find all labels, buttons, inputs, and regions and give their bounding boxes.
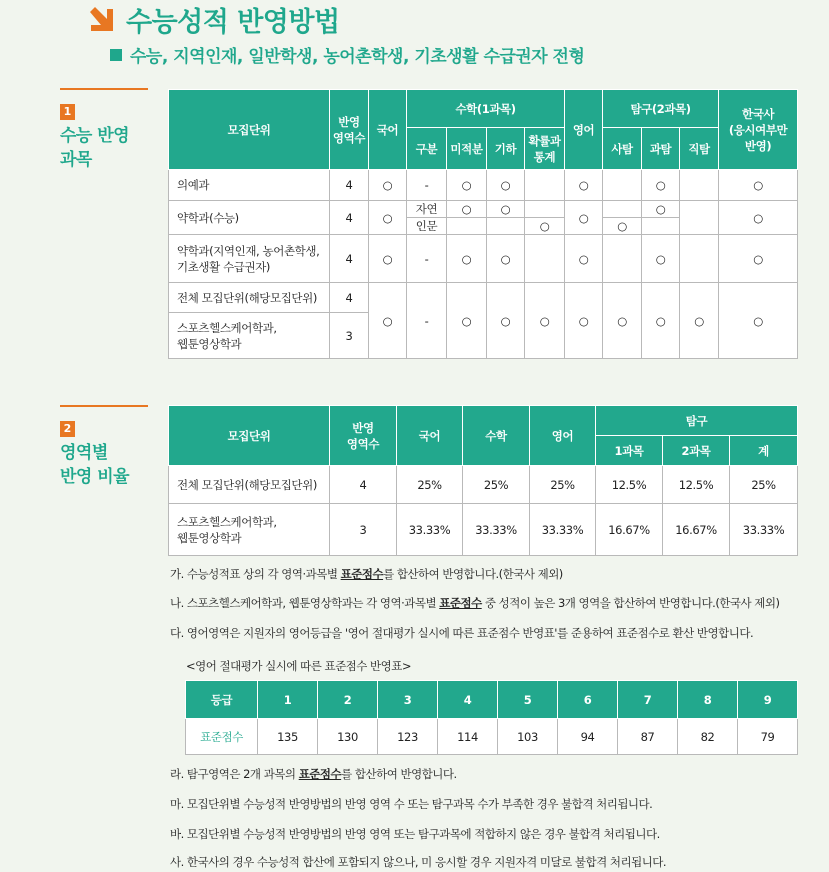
table-row: 약학과(지역인재, 농어촌학생, 기초생활 수급권자) 4 ○ - ○ ○ ○ ○ ○ — [169, 235, 798, 283]
arrow-down-right-icon — [88, 6, 114, 32]
row-name: 약학과(지역인재, 농어촌학생, 기초생활 수급권자) — [169, 235, 330, 283]
section1-label: 수능 반영 과목 — [60, 126, 130, 170]
th-korean: 국어 — [397, 406, 463, 466]
page-subtitle: 수능, 지역인재, 일반학생, 농어촌학생, 기초생활 수급권자 전형 — [130, 47, 585, 67]
th-math-gubun: 구분 — [407, 128, 447, 170]
row-name: 스포츠헬스케어학과, 웹툰영상학과 — [169, 313, 330, 359]
table-row: 스포츠헬스케어학과, 웹툰영상학과 3 33.33% 33.33% 33.33% 16.67% 16.67% 33.33% — [169, 504, 798, 556]
note-sa: 사. 한국사의 경우 수능성적 합산에 포함되지 않으나, 미 응시할 경우 지원자격 미달로 불합격 처리됩니다. — [170, 855, 667, 869]
th-inquiry: 탐구(2과목) — [603, 90, 719, 128]
score-row: 표준점수 135 130 123 114 103 94 87 82 79 — [186, 719, 798, 755]
section1-number: 1 — [60, 104, 75, 120]
th-history: 한국사 (응시여부만 반영) — [719, 90, 798, 170]
th-count: 반영 영역수 — [330, 406, 397, 466]
row-name: 의예과 — [169, 170, 330, 201]
note-ma: 마. 모집단위별 수능성적 반영방법의 반영 영역 수 또는 탐구과목 수가 부족한 경우 불합격 처리됩니다. — [170, 797, 653, 811]
english-score-table — [185, 680, 798, 755]
section1-rule — [60, 88, 148, 90]
th-korean: 국어 — [369, 90, 407, 170]
th-math: 수학(1과목) — [407, 90, 565, 128]
table-row: 스포츠헬스케어학과, 웹툰영상학과 3 — [169, 313, 798, 359]
th-inquiry: 탐구 — [596, 406, 798, 436]
th-math-calc: 미적분 — [447, 128, 487, 170]
page-title: 수능성적 반영방법 — [126, 6, 340, 38]
table-row: 의예과 4 ○ - ○ ○ ○ ○ ○ — [169, 170, 798, 201]
subtitle-row — [110, 42, 584, 67]
table-row: 전체 모집단위(해당모집단위) 4 25% 25% 25% 12.5% 12.5% 25% — [169, 466, 798, 504]
th-two: 2과목 — [663, 436, 730, 466]
th-grade: 등급 — [186, 681, 258, 719]
row-name: 전체 모집단위(해당모집단위) — [169, 466, 330, 504]
table-row: 전체 모집단위(해당모집단위) 4 ○ - ○ ○ ○ ○ ○ ○ ○ ○ — [169, 283, 798, 313]
row-name: 약학과(수능) — [169, 201, 330, 235]
note-na: 나. 스포츠헬스케어학과, 웹툰영상학과는 각 영역·과목별 표준점수 중 성적이 높은 3개 영역을 합산하여 반영합니다.(한국사 제외) — [170, 596, 780, 610]
score-label: 표준점수 — [186, 719, 258, 755]
th-social: 사탐 — [603, 128, 642, 170]
row-name: 전체 모집단위(해당모집단위) — [169, 283, 330, 313]
table-row: 약학과(수능) 4 ○ 자연 ○ ○ ○ ○ ○ — [169, 201, 798, 218]
table-row: 인문 ○ ○ — [169, 218, 798, 235]
note-da: 다. 영어영역은 지원자의 영어등급을 '영어 절대평가 실시에 따른 표준점수 반영표'를 준용하여 표준점수로 환산 반영합니다. — [170, 626, 754, 640]
section2-rule — [60, 405, 148, 407]
th-math: 수학 — [463, 406, 530, 466]
english-table-caption: <영어 절대평가 실시에 따른 표준점수 반영표> — [186, 659, 412, 673]
th-unit: 모집단위 — [169, 406, 330, 466]
note-ba: 바. 모집단위별 수능성적 반영방법의 반영 영역 또는 탐구과목에 적합하지 않은 경우 불합격 처리됩니다. — [170, 827, 660, 841]
subjects-table — [168, 89, 798, 359]
th-math-geo: 기하 — [487, 128, 525, 170]
note-ra: 라. 탐구영역은 2개 과목의 표준점수를 합산하여 반영합니다. — [170, 767, 457, 781]
ratio-table — [168, 405, 798, 556]
section2-label: 영역별 반영 비율 — [60, 443, 130, 487]
section2-number: 2 — [60, 421, 75, 437]
th-math-prob: 확률과 통계 — [525, 128, 565, 170]
th-english: 영어 — [530, 406, 596, 466]
th-science: 과탐 — [642, 128, 680, 170]
th-one: 1과목 — [596, 436, 663, 466]
note-ga: 가. 수능성적표 상의 각 영역·과목별 표준점수를 합산하여 반영합니다.(한국사 제외) — [170, 567, 563, 581]
grade-row: 등급 1 2 3 4 5 6 7 8 9 — [186, 681, 798, 719]
th-total: 계 — [730, 436, 798, 466]
section1-side — [60, 88, 148, 172]
th-english: 영어 — [565, 90, 603, 170]
page-title-row — [88, 2, 340, 36]
th-unit: 모집단위 — [169, 90, 330, 170]
section2-side — [60, 405, 148, 489]
row-name: 스포츠헬스케어학과, 웹툰영상학과 — [169, 504, 330, 556]
th-vocational: 직탐 — [680, 128, 719, 170]
th-count: 반영 영역수 — [330, 90, 369, 170]
square-bullet-icon — [110, 49, 122, 61]
